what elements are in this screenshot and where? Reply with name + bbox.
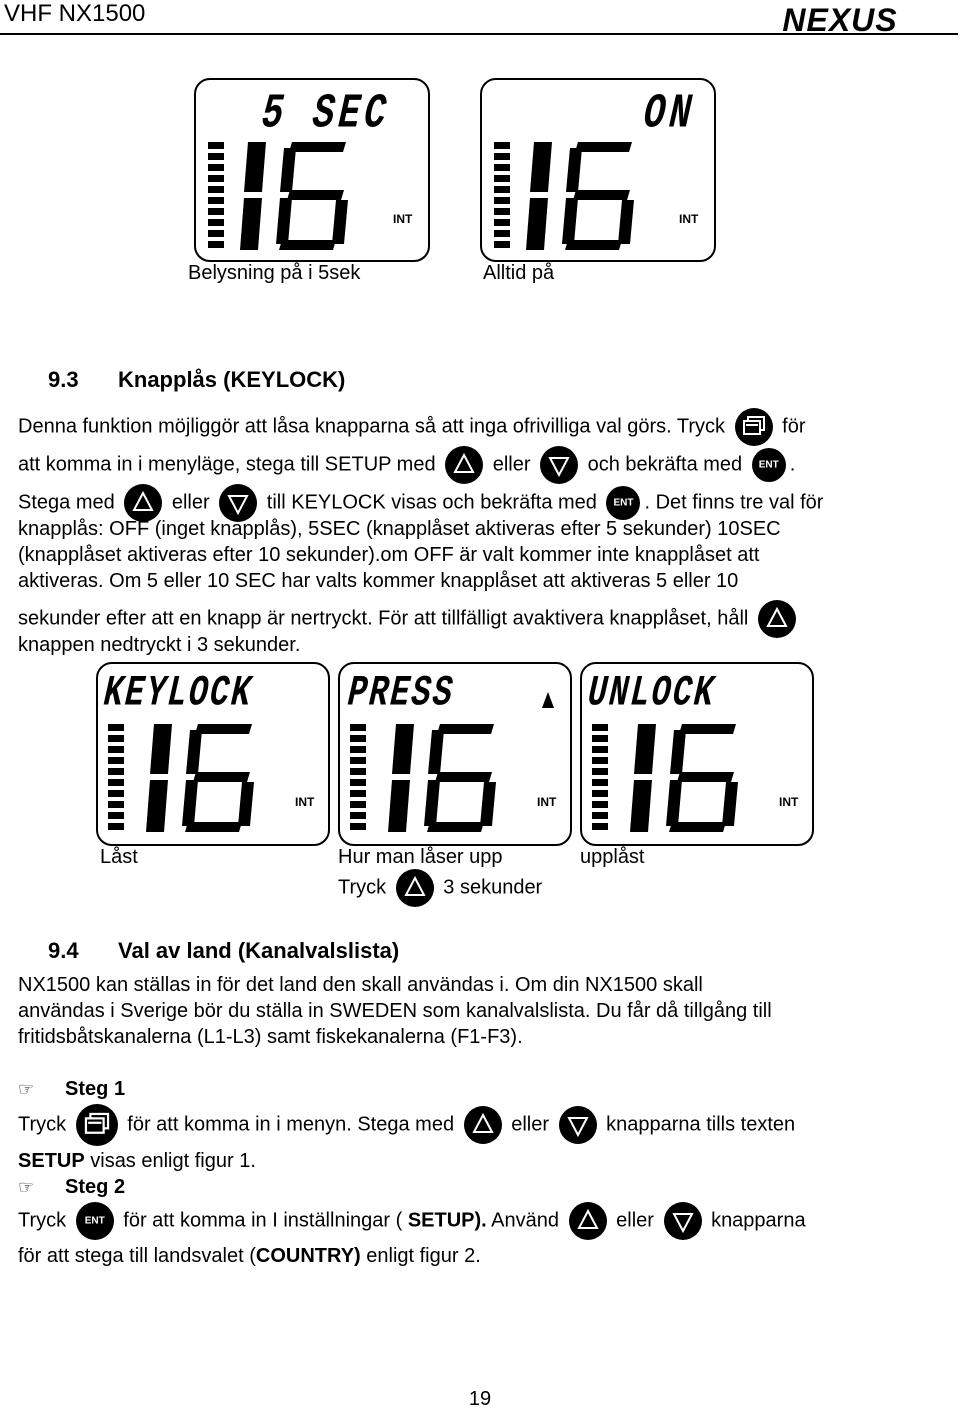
paragraph-line: NX1500 kan ställas in för det land den skall användas i. Om din NX1500 skall bbox=[18, 974, 703, 996]
text-span: enligt figur 2. bbox=[360, 1245, 481, 1267]
menu-key-icon bbox=[735, 408, 773, 446]
up-arrow-key-icon bbox=[569, 1202, 607, 1240]
up-arrow-key-icon bbox=[124, 484, 162, 522]
text-span: knapparna bbox=[711, 1209, 806, 1232]
section-9-3-title: Knapplås (KEYLOCK) bbox=[118, 367, 346, 392]
step2-heading bbox=[18, 1176, 125, 1199]
paragraph-line: knappen nedtryckt i 3 sekunder. bbox=[18, 634, 301, 656]
paragraph-line bbox=[18, 484, 823, 522]
paragraph-line bbox=[18, 1245, 481, 1268]
caption-upplast: upplåst bbox=[580, 846, 645, 868]
paragraph-line bbox=[18, 1150, 256, 1173]
ent-key-icon: ENT bbox=[76, 1202, 114, 1240]
up-arrow-key-icon bbox=[445, 446, 483, 484]
caption-last: Låst bbox=[100, 846, 138, 868]
text-span: Tryck bbox=[338, 876, 387, 899]
step1-title: Steg 1 bbox=[65, 1078, 126, 1100]
paragraph-line bbox=[18, 408, 806, 446]
text-span: Stega med bbox=[18, 491, 115, 514]
down-arrow-key-icon bbox=[219, 484, 257, 522]
up-arrow-key-icon bbox=[464, 1106, 502, 1144]
text-span: för att komma in I inställningar ( bbox=[123, 1209, 403, 1232]
text-span: för bbox=[782, 415, 806, 438]
text-span: för att stega till landsvalet ( bbox=[18, 1245, 256, 1267]
lcd-display-keylock bbox=[96, 662, 330, 846]
text-span: att komma in i menyläge, stega till SETUP med bbox=[18, 453, 436, 476]
pointing-hand-icon: ☞ bbox=[18, 1177, 35, 1198]
nexus-logo bbox=[722, 4, 958, 34]
lcd-top-text: UNLOCK bbox=[586, 668, 718, 718]
text-span: 3 sekunder bbox=[443, 876, 543, 899]
text-span: Tryck bbox=[18, 1113, 67, 1136]
setup-bold: SETUP bbox=[18, 1150, 85, 1172]
section-9-4-title: Val av land (Kanalvalslista) bbox=[118, 938, 400, 963]
lcd-display-5sec bbox=[194, 78, 430, 262]
lcd-int-label: INT bbox=[295, 795, 315, 809]
lcd-top-text: 5 SEC bbox=[259, 86, 393, 142]
header-rule bbox=[0, 33, 958, 35]
up-arrow-key-icon bbox=[758, 600, 796, 638]
text-span: visas enligt figur 1. bbox=[84, 1150, 256, 1172]
text-span: Använd bbox=[486, 1209, 560, 1232]
text-span: eller bbox=[171, 491, 210, 514]
text-span: eller bbox=[511, 1113, 549, 1136]
paragraph-line: knapplås: OFF (inget knapplås), 5SEC (knapplåset aktiveras efter 5 sekunder) 10SEC bbox=[18, 518, 781, 540]
paragraph-line bbox=[18, 600, 800, 638]
text-span: sekunder efter att en knapp är nertryckt. För att tillfälligt avaktivera knapplåset, håll bbox=[18, 607, 749, 630]
section-9-4-number: 9.4 bbox=[48, 938, 79, 963]
lcd-display-unlock bbox=[580, 662, 814, 846]
paragraph-line: användas i Sverige bör du ställa in SWEDEN som kanalvalslista. Du får då tillgång till bbox=[18, 1000, 772, 1022]
text-span: . bbox=[789, 453, 796, 476]
paragraph-line: fritidsbåtskanalerna (L1-L3) samt fiskekanalerna (F1-F3). bbox=[18, 1026, 523, 1048]
down-arrow-key-icon bbox=[559, 1106, 597, 1144]
down-arrow-key-icon bbox=[664, 1202, 702, 1240]
caption-belysning: Belysning på i 5sek bbox=[188, 262, 361, 284]
lcd-display-press bbox=[338, 662, 572, 846]
down-arrow-key-icon bbox=[540, 446, 578, 484]
ent-key-icon: ENT bbox=[752, 448, 786, 482]
section-9-3-number: 9.3 bbox=[48, 367, 79, 392]
paragraph-line bbox=[18, 1202, 806, 1240]
step2-title: Steg 2 bbox=[65, 1176, 126, 1198]
pointing-hand-icon: ☞ bbox=[18, 1079, 35, 1100]
lcd-int-label: INT bbox=[779, 795, 799, 809]
country-bold: COUNTRY) bbox=[255, 1245, 361, 1267]
step1-heading bbox=[18, 1078, 125, 1101]
text-span: eller bbox=[616, 1209, 654, 1232]
paragraph-line: aktiveras. Om 5 eller 10 SEC har valts kommer knapplåset att aktiveras 5 eller 10 bbox=[18, 570, 739, 592]
lcd-int-label: INT bbox=[537, 795, 557, 809]
caption-alltid: Alltid på bbox=[483, 262, 555, 284]
caption-press-3-sec bbox=[338, 869, 542, 907]
lcd-display-on bbox=[480, 78, 716, 262]
lcd-top-text: KEYLOCK bbox=[102, 668, 255, 718]
lcd-int-label: INT bbox=[679, 212, 699, 226]
text-span: Denna funktion möjliggör att låsa knapparna så att inga ofrivilliga val görs. Tryck bbox=[18, 415, 726, 438]
text-span: och bekräfta med bbox=[587, 453, 743, 476]
text-span: Tryck bbox=[18, 1209, 67, 1232]
paragraph-line: (knapplåset aktiveras efter 10 sekunder).om OFF är valt kommer inte knapplåset att bbox=[18, 544, 760, 566]
document-title: VHF NX1500 bbox=[4, 0, 146, 27]
text-span: eller bbox=[492, 453, 531, 476]
lcd-top-text: PRESS bbox=[346, 668, 457, 718]
text-span: till KEYLOCK visas och bekräfta med bbox=[266, 491, 597, 514]
lcd-top-text: ON bbox=[641, 86, 698, 142]
text-span: knapparna tills texten bbox=[606, 1113, 796, 1136]
page-number: 19 bbox=[468, 1388, 492, 1410]
logo-text: NEXUS bbox=[782, 4, 898, 34]
menu-key-icon bbox=[76, 1104, 118, 1146]
paragraph-line bbox=[18, 446, 795, 484]
text-span: för att komma in i menyn. Stega med bbox=[127, 1113, 455, 1136]
setup-bold: SETUP). bbox=[402, 1209, 487, 1232]
lcd-int-label: INT bbox=[393, 212, 413, 226]
up-arrow-key-icon bbox=[396, 869, 434, 907]
caption-hur-man: Hur man låser upp bbox=[338, 846, 503, 868]
text-span: . Det finns tre val för bbox=[644, 491, 824, 514]
ent-key-icon: ENT bbox=[606, 486, 640, 520]
paragraph-line bbox=[18, 1104, 795, 1146]
